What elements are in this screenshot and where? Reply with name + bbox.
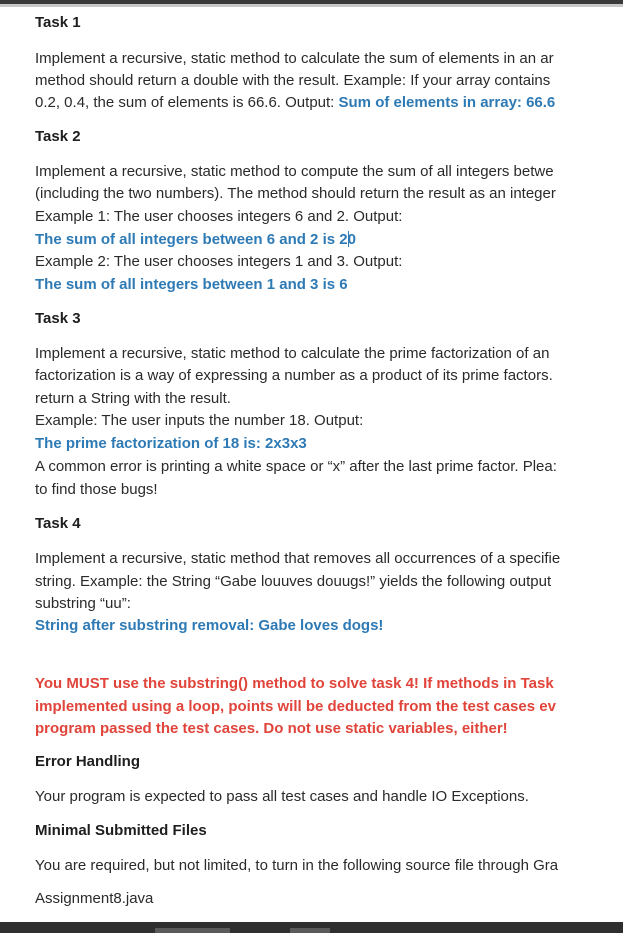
task3-text-line: return a String with the result. bbox=[35, 390, 231, 407]
task2-output-1-text: The sum of all integers between 6 and 2 is 2 bbox=[35, 231, 348, 248]
task1-example-text: 0.2, 0.4, the sum of elements is 66.6. Output: bbox=[35, 94, 339, 111]
task2-output-2: The sum of all integers between 1 and 3 is 6 bbox=[35, 276, 348, 293]
warning-line: You MUST use the substring() method to solve task 4! If methods in Task bbox=[35, 675, 554, 692]
error-handling-text: Your program is expected to pass all test cases and handle IO Exceptions. bbox=[35, 788, 529, 805]
toolbar-segment[interactable] bbox=[155, 928, 230, 933]
task1-text-line bbox=[35, 92, 555, 114]
bottom-toolbar bbox=[0, 922, 623, 933]
task3-text-line: A common error is printing a white space or “x” after the last prime factor. Plea: bbox=[35, 458, 557, 475]
error-handling-heading: Error Handling bbox=[35, 753, 141, 770]
warning-line: program passed the test cases. Do not use static variables, either! bbox=[35, 720, 508, 737]
task3-text-line: to find those bugs! bbox=[35, 481, 158, 498]
task2-text-line: Implement a recursive, static method to compute the sum of all integers betwe bbox=[35, 163, 554, 180]
task3-text-line: Example: The user inputs the number 18. Output: bbox=[35, 412, 364, 429]
task1-heading: Task 1 bbox=[35, 14, 81, 31]
submitted-files-text: You are required, but not limited, to turn in the following source file through Gra bbox=[35, 857, 559, 874]
task4-text-line: substring “uu”: bbox=[35, 595, 131, 612]
task3-text-line: factorization is a way of expressing a number as a product of its prime factors. bbox=[35, 367, 553, 384]
task4-text-line: Implement a recursive, static method that removes all occurrences of a specifie bbox=[35, 550, 561, 567]
task1-output: Sum of elements in array: 66.6 bbox=[338, 94, 556, 111]
scrollbar[interactable] bbox=[614, 0, 623, 922]
task3-text-line: Implement a recursive, static method to calculate the prime factorization of an bbox=[35, 345, 550, 362]
task1-text-line: Implement a recursive, static method to calculate the sum of elements in an ar bbox=[35, 50, 554, 67]
task3-output: The prime factorization of 18 is: 2x3x3 bbox=[35, 435, 307, 452]
task2-text-line: Example 1: The user chooses integers 6 and 2. Output: bbox=[35, 208, 403, 225]
task2-output-1-tail: 0 bbox=[347, 231, 356, 248]
task1-text-line: method should return a double with the result. Example: If your array contains bbox=[35, 72, 551, 89]
toolbar-segment[interactable] bbox=[290, 928, 330, 933]
task3-heading: Task 3 bbox=[35, 310, 81, 327]
task4-output: String after substring removal: Gabe loves dogs! bbox=[35, 617, 384, 634]
task4-text-line: string. Example: the String “Gabe louuves douugs!” yields the following output bbox=[35, 573, 552, 590]
task2-heading: Task 2 bbox=[35, 128, 81, 145]
task2-text-line: (including the two numbers). The method should return the result as an integer bbox=[35, 185, 556, 202]
warning-line: implemented using a loop, points will be deducted from the test cases ev bbox=[35, 698, 556, 715]
task2-text-line: Example 2: The user chooses integers 1 and 3. Output: bbox=[35, 253, 403, 270]
submitted-file-name: Assignment8.java bbox=[35, 890, 154, 907]
top-border-shadow bbox=[0, 4, 623, 7]
task4-heading: Task 4 bbox=[35, 515, 81, 532]
submitted-files-heading: Minimal Submitted Files bbox=[35, 822, 207, 839]
task2-output-1 bbox=[35, 229, 356, 251]
